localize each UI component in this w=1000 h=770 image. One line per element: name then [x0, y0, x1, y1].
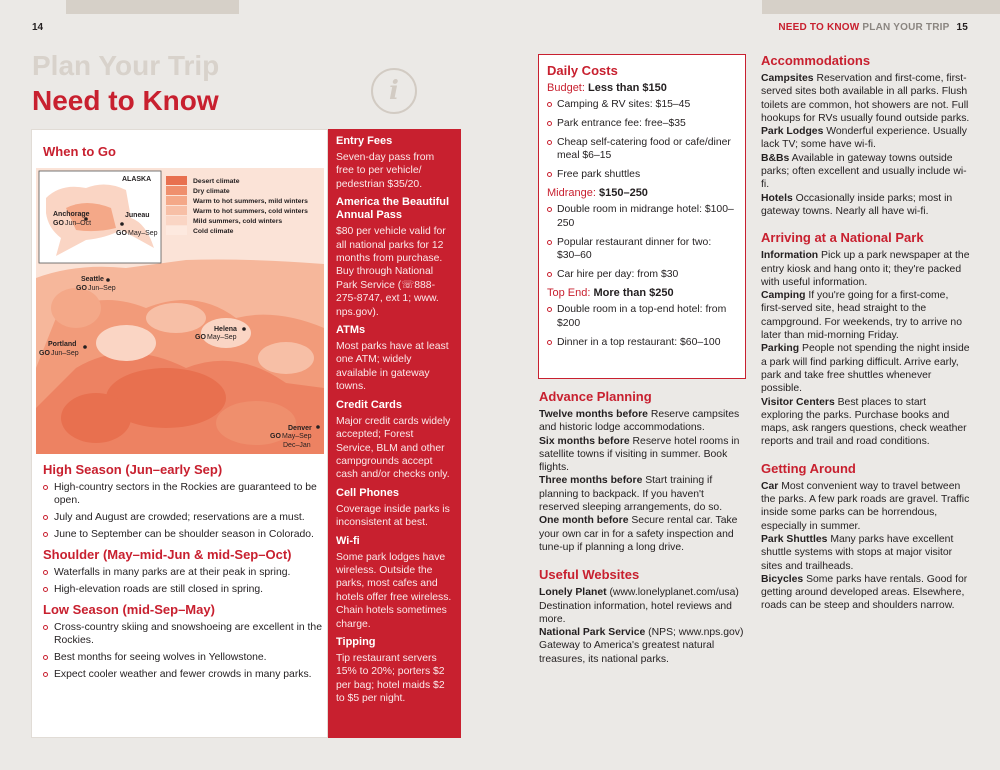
sidebar-heading: ATMs	[336, 324, 366, 337]
running-head-chapter: PLAN YOUR TRIP	[862, 22, 950, 33]
list-item: Cheap self-catering food or cafe/diner meal $6–15	[547, 136, 737, 164]
season-list	[43, 566, 323, 596]
legend-swatch	[166, 186, 187, 195]
useful-websites-heading: Useful Websites	[539, 567, 640, 583]
page-number: 15	[956, 22, 968, 33]
running-head	[778, 22, 968, 33]
quick-facts-sidebar	[328, 129, 461, 738]
website-entry: National Park Service (NPS; www.nps.gov) Gateway to America's greatest natural treasures, its national parks.	[539, 627, 744, 665]
city-name: Seattle	[81, 276, 104, 283]
sidebar-text: Major credit cards widely accepted; Forest Service, BLM and other campgrounds accept cash and/or checks only.	[336, 415, 451, 481]
page-tab	[762, 0, 1000, 14]
sidebar-heading: Wi-fi	[336, 534, 360, 547]
list-item: Double room in a top-end hotel: from $200	[547, 303, 737, 331]
city-go-dates: May–Sep	[282, 433, 312, 440]
sidebar-heading: Entry Fees	[336, 135, 393, 147]
go-prefix: GO	[76, 285, 87, 292]
city-name: Portland	[48, 341, 77, 348]
sidebar-text: $80 per vehicle valid for all national parks for 12 months from purchase. Buy through National Park Service (☏888-275-8747, ext 1; www. nps.gov).	[336, 226, 446, 318]
list-item: High-elevation roads are still closed in spring.	[43, 583, 323, 596]
getting-around-entry: Park Shuttles Many parks have excellent shuttle systems with stops at major visitor sites and trailheads.	[761, 533, 954, 572]
planning-entry: Three months before Start training if planning to backpack. If you haven't reserved sleeping arrangements, do so.	[539, 475, 723, 514]
legend-label: Warm to hot summers, mild winters	[193, 198, 308, 205]
daily-costs-box	[538, 54, 746, 379]
city-name: Anchorage	[53, 211, 90, 218]
season-heading: Shoulder (May–mid-Jun & mid-Sep–Oct)	[43, 547, 292, 562]
city-go-dates-2: Dec–Jan	[283, 442, 311, 449]
go-prefix: GO	[116, 230, 127, 237]
middle-column	[539, 389, 746, 666]
sidebar-heading: America the Beautiful Annual Pass	[336, 196, 450, 222]
list-item: Free park shuttles	[547, 168, 737, 182]
legend-swatch	[166, 196, 187, 205]
page-title: Need to Know	[32, 85, 219, 116]
city-go-dates: May–Sep	[128, 230, 158, 237]
legend-label: Cold climate	[193, 228, 234, 235]
season-heading: Low Season (mid-Sep–May)	[43, 602, 215, 617]
sidebar-text: Seven-day pass from free to per vehicle/ pedestrian $35/20.	[336, 152, 435, 190]
planning-entry: Twelve months before Reserve campsites and historic lodge accommodations.	[539, 409, 740, 434]
list-item: Double room in midrange hotel: $100–250	[547, 203, 737, 231]
seasons-list	[43, 462, 323, 687]
cost-list	[547, 98, 737, 182]
sidebar-text: Tip restaurant servers 15% to 20%; porters $2 per bag; hotel maids $2 to $5 per night.	[336, 652, 445, 705]
list-item: Dinner in a top restaurant: $60–100	[547, 336, 737, 350]
accommodations-heading: Accommodations	[761, 53, 871, 68]
list-item: Cross-country skiing and snowshoeing are excellent in the Rockies.	[43, 621, 323, 647]
right-page	[500, 0, 1000, 770]
legend-swatch	[166, 216, 187, 225]
running-head-section: NEED TO KNOW	[778, 22, 860, 33]
sidebar-heading: Tipping	[336, 635, 376, 648]
daily-costs-heading: Daily Costs	[547, 63, 618, 78]
right-column	[761, 53, 971, 613]
go-prefix: GO	[270, 433, 281, 440]
season-heading: High Season (Jun–early Sep)	[43, 462, 223, 477]
go-prefix: GO	[195, 334, 206, 341]
city-name: Denver	[288, 425, 312, 432]
getting-around-entry: Car Most convenient way to travel between the parks. A few park roads are gravel. Traffic inside some parks can be horrendous, especially in summer.	[761, 480, 970, 532]
city-go-dates: Jun–Sep	[51, 350, 79, 357]
arriving-entry: Parking People not spending the night inside a park will find parking difficult. Arrive early, park and take free shuttles whenever possible.	[761, 343, 970, 395]
accommodation-entry: Campsites Reservation and first-come, first-served sites both available in all parks. Flush toilets are common, hot showers are not. Full hookups for RVs usually found outside parks.	[761, 73, 970, 124]
arriving-entry: Camping If you're going for a first-come, first-served site, head straight to the campground. For weekends, try to arrive no later than mid-morning Friday.	[761, 290, 962, 342]
cost-list	[547, 303, 737, 349]
cost-level: Top End: More than $250	[547, 286, 674, 299]
arriving-entry: Visitor Centers Best places to start exploring the parks. Purchase books and maps, ask rangers questions, check weather reports and trail and road conditions.	[761, 396, 967, 448]
season-list	[43, 621, 323, 681]
planning-entry: One month before Secure rental car. Take your own car in for a safety inspection and tune-up if planning a long drive.	[539, 515, 738, 553]
city-go-dates: Jun–Sep	[88, 285, 116, 292]
arriving-entry: Information Pick up a park newspaper at the entry kiosk and hang onto it; they're packed with useful information.	[761, 250, 970, 288]
sidebar-text: Some park lodges have wireless. Outside the parks, most cafes and hotels offer free wireless. Chain hotels sometimes charge.	[336, 551, 452, 630]
page-number: 14	[32, 22, 44, 33]
accommodation-entry: B&Bs Available in gateway towns outside parks; often excellent and usually include wi-fi.	[761, 152, 967, 191]
city-name: Juneau	[125, 212, 150, 219]
climate-map	[36, 168, 324, 454]
list-item: June to September can be shoulder season in Colorado.	[43, 528, 323, 541]
accommodation-entry: Park Lodges Wonderful experience. Usually lack TV; some have wi-fi.	[761, 126, 967, 151]
legend-swatch	[166, 206, 187, 215]
cost-list	[547, 203, 737, 282]
section-kicker: Plan Your Trip	[32, 50, 220, 81]
list-item: Car hire per day: from $30	[547, 268, 737, 282]
list-item: Popular restaurant dinner for two: $30–60	[547, 236, 737, 264]
list-item: Waterfalls in many parks are at their peak in spring.	[43, 566, 323, 579]
legend-swatch	[166, 226, 187, 235]
when-to-go-heading: When to Go	[43, 144, 116, 159]
city-go-dates: Jun–Oct	[65, 220, 92, 227]
go-prefix: GO	[53, 220, 64, 227]
list-item: July and August are crowded; reservations are a must.	[43, 511, 323, 524]
sidebar-text: Most parks have at least one ATM; widely available in gateway towns.	[336, 341, 449, 393]
legend-label: Desert climate	[193, 178, 240, 185]
legend-label: Mild summers, cold winters	[193, 218, 283, 225]
cost-level: Midrange: $150–250	[547, 186, 648, 199]
arriving-heading: Arriving at a National Park	[761, 230, 924, 246]
legend-swatch	[166, 176, 187, 185]
sidebar-heading: Cell Phones	[336, 486, 399, 499]
list-item: Best months for seeing wolves in Yellowstone.	[43, 651, 323, 664]
city-go-dates: May–Sep	[207, 334, 237, 341]
legend-label: Dry climate	[193, 188, 230, 195]
website-entry: Lonely Planet (www.lonelyplanet.com/usa) Destination information, hotel reviews and more.	[539, 587, 739, 625]
list-item: Park entrance fee: free–$35	[547, 117, 737, 131]
list-item: Camping & RV sites: $15–45	[547, 98, 737, 112]
sidebar-text: Coverage inside parks is inconsistent at best.	[336, 503, 450, 529]
alaska-label: ALASKA	[122, 176, 152, 183]
info-icon: i	[371, 68, 417, 114]
getting-around-entry: Bicycles Some parks have rentals. Good for getting around developed areas. Elsewhere, roads can be steep and shoulders narrow.	[761, 573, 968, 612]
legend-label: Warm to hot summers, cold winters	[193, 208, 308, 215]
city-name: Helena	[214, 326, 237, 333]
when-to-go-box	[31, 129, 328, 738]
accommodation-entry: Hotels Occasionally inside parks; most in gateway towns. Nearly all have wi-fi.	[761, 192, 953, 217]
getting-around-heading: Getting Around	[761, 460, 856, 476]
go-prefix: GO	[39, 350, 50, 357]
list-item: Expect cooler weather and fewer crowds in many parks.	[43, 668, 323, 681]
list-item: High-country sectors in the Rockies are guaranteed to be open.	[43, 481, 323, 507]
sidebar-heading: Credit Cards	[336, 398, 403, 411]
page-tab	[66, 0, 239, 14]
cost-level: Budget: Less than $150	[547, 82, 667, 94]
planning-entry: Six months before Reserve hotel rooms in satellite towns if visiting in summer. Book flights.	[539, 435, 740, 474]
advance-planning-heading: Advance Planning	[539, 389, 652, 404]
season-list	[43, 481, 323, 541]
